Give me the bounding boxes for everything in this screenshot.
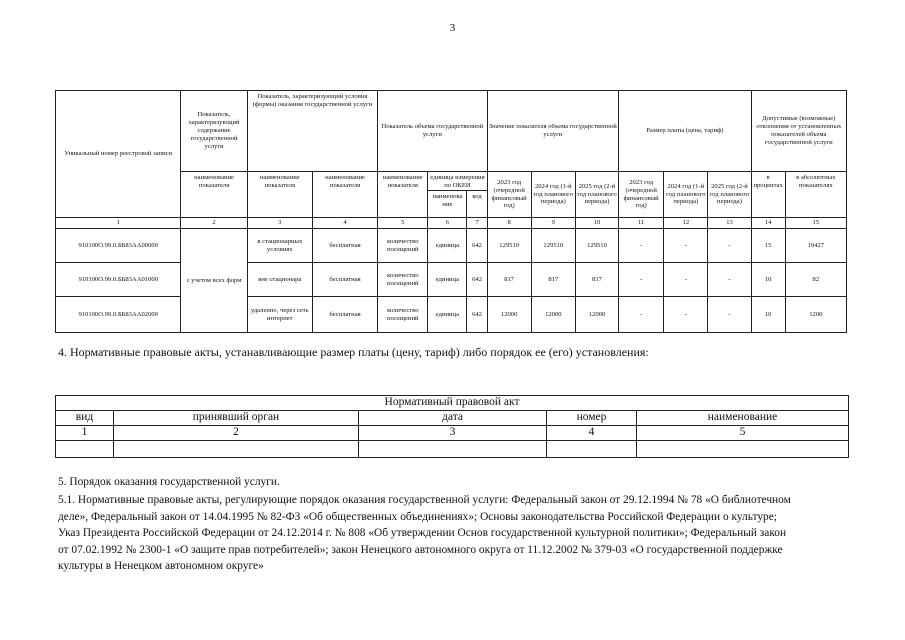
fee-2024: - [664, 297, 708, 333]
column-number: 1 [56, 426, 114, 441]
fee-2024: - [664, 229, 708, 263]
column-number: 7 [467, 218, 487, 229]
deviation-percent: 10 [751, 297, 785, 333]
deviation-absolute-header: в абсолютных показателях [785, 172, 846, 218]
empty-cell [547, 441, 637, 458]
column-number: 4 [312, 218, 377, 229]
column-number: 12 [664, 218, 708, 229]
registry-code: 910100О.99.0.ББ83АА02000 [56, 297, 181, 333]
fee-2024: - [664, 263, 708, 297]
fee-2023: - [619, 229, 664, 263]
volume-indicator-name: наименование показателя [378, 172, 428, 218]
registry-number-header: Уникальный номер реестровой записи [56, 91, 181, 218]
paragraph-line: деле», Федеральный закон от 14.04.1995 № 82-ФЗ «Об общественных объединениях»; Основы законодательства Российской Федерации о культуре; [58, 510, 777, 523]
volume-indicator-header: Показатель объема государственной услуги [378, 91, 487, 172]
empty-row [56, 441, 849, 458]
column-number: 5 [378, 218, 428, 229]
fee-2023-header: 2023 год (очередной финансовый год) [619, 172, 664, 218]
paragraph-line: культуры в Ненецком автономном округе» [58, 560, 264, 572]
okei-code: 642 [467, 263, 487, 297]
condition-payment: бесплатная [312, 229, 377, 263]
column-number: 9 [531, 218, 575, 229]
section-5-heading: 5. Порядок оказания государственной услуги. [58, 476, 280, 488]
okei-code: 642 [467, 229, 487, 263]
column-number: 8 [487, 218, 531, 229]
volume-value-header: Значение показателя объема государственной услуги [487, 91, 619, 172]
legal-act-title: Нормативный правовой акт [56, 396, 849, 411]
indicator-name: количество посещений [378, 229, 428, 263]
condition-form: удаленно, через сеть интернет [247, 297, 312, 333]
paragraph-line: Указ Президента Российской Федерации от 24.12.2014 г. № 808 «Об утверждении Основ государственной культурной политики»; Федеральный закон [58, 527, 787, 539]
condition1-indicator-name: наименование показателя [247, 172, 312, 218]
value-2023: 817 [487, 263, 531, 297]
value-2024: 817 [531, 263, 575, 297]
legal-act-number-header: номер [547, 411, 637, 426]
column-number: 15 [785, 218, 846, 229]
unit-name: единица [428, 297, 467, 333]
deviation-absolute: 82 [785, 263, 846, 297]
paragraph-line: 5.1. Нормативные правовые акты, регулирующие порядок оказания государственной услуги: Федеральный закон от 29.12.1994 № 78 «О библиотечном [58, 494, 791, 506]
column-number: 1 [56, 218, 181, 229]
condition2-indicator-name: наименование показателя [312, 172, 377, 218]
value-2023: 129510 [487, 229, 531, 263]
year-2025-header: 2025 год (2-й год планового периода) [575, 172, 618, 218]
unit-name: единица [428, 263, 467, 297]
value-2024: 129510 [531, 229, 575, 263]
legal-act-authority-header: принявший орган [114, 411, 359, 426]
empty-cell [56, 441, 114, 458]
content-all-forms: с учетом всех форм [181, 229, 247, 333]
column-numbers-row [56, 218, 847, 229]
value-2024: 12000 [531, 297, 575, 333]
content-indicator-header: Показатель, характеризующий содержание государственной услуги [181, 91, 247, 172]
service-volume-table [55, 90, 847, 333]
fee-2024-header: 2024 год (1-й год планового периода) [664, 172, 708, 218]
section-5-1-paragraph [58, 492, 858, 575]
legal-act-name-header: наименование [637, 411, 849, 426]
section-4-heading: 4. Нормативные правовые акты, устанавливающие размер платы (цену, тариф) либо порядок ее (его) установления: [58, 345, 649, 359]
legal-act-date-header: дата [359, 411, 547, 426]
fee-2023: - [619, 297, 664, 333]
condition-form: вне стационара [247, 263, 312, 297]
condition-form: в стационарных условиях [247, 229, 312, 263]
fee-2025-header: 2025 год (2-й год планового периода) [708, 172, 751, 218]
fee-2025: - [708, 297, 751, 333]
deviation-absolute: 19427 [785, 229, 846, 263]
column-number: 14 [751, 218, 785, 229]
deviation-percent: 10 [751, 263, 785, 297]
empty-cell [637, 441, 849, 458]
paragraph-line: от 07.02.1992 № 2300-1 «О защите прав потребителей»; закон Ненецкого автономного округа от 11.12.2002 № 379-03 «О государственной поддержке [58, 543, 783, 556]
condition-payment: бесплатная [312, 263, 377, 297]
value-2025: 817 [575, 263, 618, 297]
column-number: 3 [359, 426, 547, 441]
registry-code: 910100О.99.0.ББ83АА00000 [56, 229, 181, 263]
condition-payment: бесплатная [312, 297, 377, 333]
unit-okei-header: единица измерения по ОКЕИ [428, 172, 487, 191]
column-number: 5 [637, 426, 849, 441]
column-number: 10 [575, 218, 618, 229]
indicator-name: количество посещений [378, 263, 428, 297]
deviation-header: Допустимые (возможные) отклонения от установленных показателей объема государственной услуги [751, 91, 846, 172]
empty-cell [114, 441, 359, 458]
unit-code-header: код [467, 191, 487, 218]
unit-name: единица [428, 229, 467, 263]
fee-2023: - [619, 263, 664, 297]
fee-2025: - [708, 263, 751, 297]
column-number: 2 [114, 426, 359, 441]
column-number: 11 [619, 218, 664, 229]
content-indicator-name: наименование показателя [181, 172, 247, 218]
table-row [56, 297, 847, 333]
okei-code: 642 [467, 297, 487, 333]
indicator-name: количество посещений [378, 297, 428, 333]
column-number: 2 [181, 218, 247, 229]
conditions-indicator-header: Показатель, характеризующий условия (формы) оказания государственной услуги [247, 91, 377, 172]
value-2025: 12000 [575, 297, 618, 333]
value-2025: 129510 [575, 229, 618, 263]
column-number: 4 [547, 426, 637, 441]
column-number: 6 [428, 218, 467, 229]
registry-code: 910100О.99.0.ББ83АА01000 [56, 263, 181, 297]
legal-act-type-header: вид [56, 411, 114, 426]
fee-2025: - [708, 229, 751, 263]
unit-name-header: наименова ние [428, 191, 467, 218]
year-2023-header: 2023 год (очередной финансовый год) [487, 172, 531, 218]
value-2023: 12000 [487, 297, 531, 333]
table-row [56, 263, 847, 297]
deviation-absolute: 1200 [785, 297, 846, 333]
deviation-percent-header: в процентах [751, 172, 785, 218]
year-2024-header: 2024 год (1-й год планового периода) [531, 172, 575, 218]
column-number: 13 [708, 218, 751, 229]
table-row [56, 229, 847, 263]
page-number: 3 [449, 22, 456, 34]
fee-header: Размер платы (цена, тариф) [619, 91, 752, 172]
column-number: 3 [247, 218, 312, 229]
empty-cell [359, 441, 547, 458]
legal-acts-table [55, 395, 849, 458]
deviation-percent: 15 [751, 229, 785, 263]
